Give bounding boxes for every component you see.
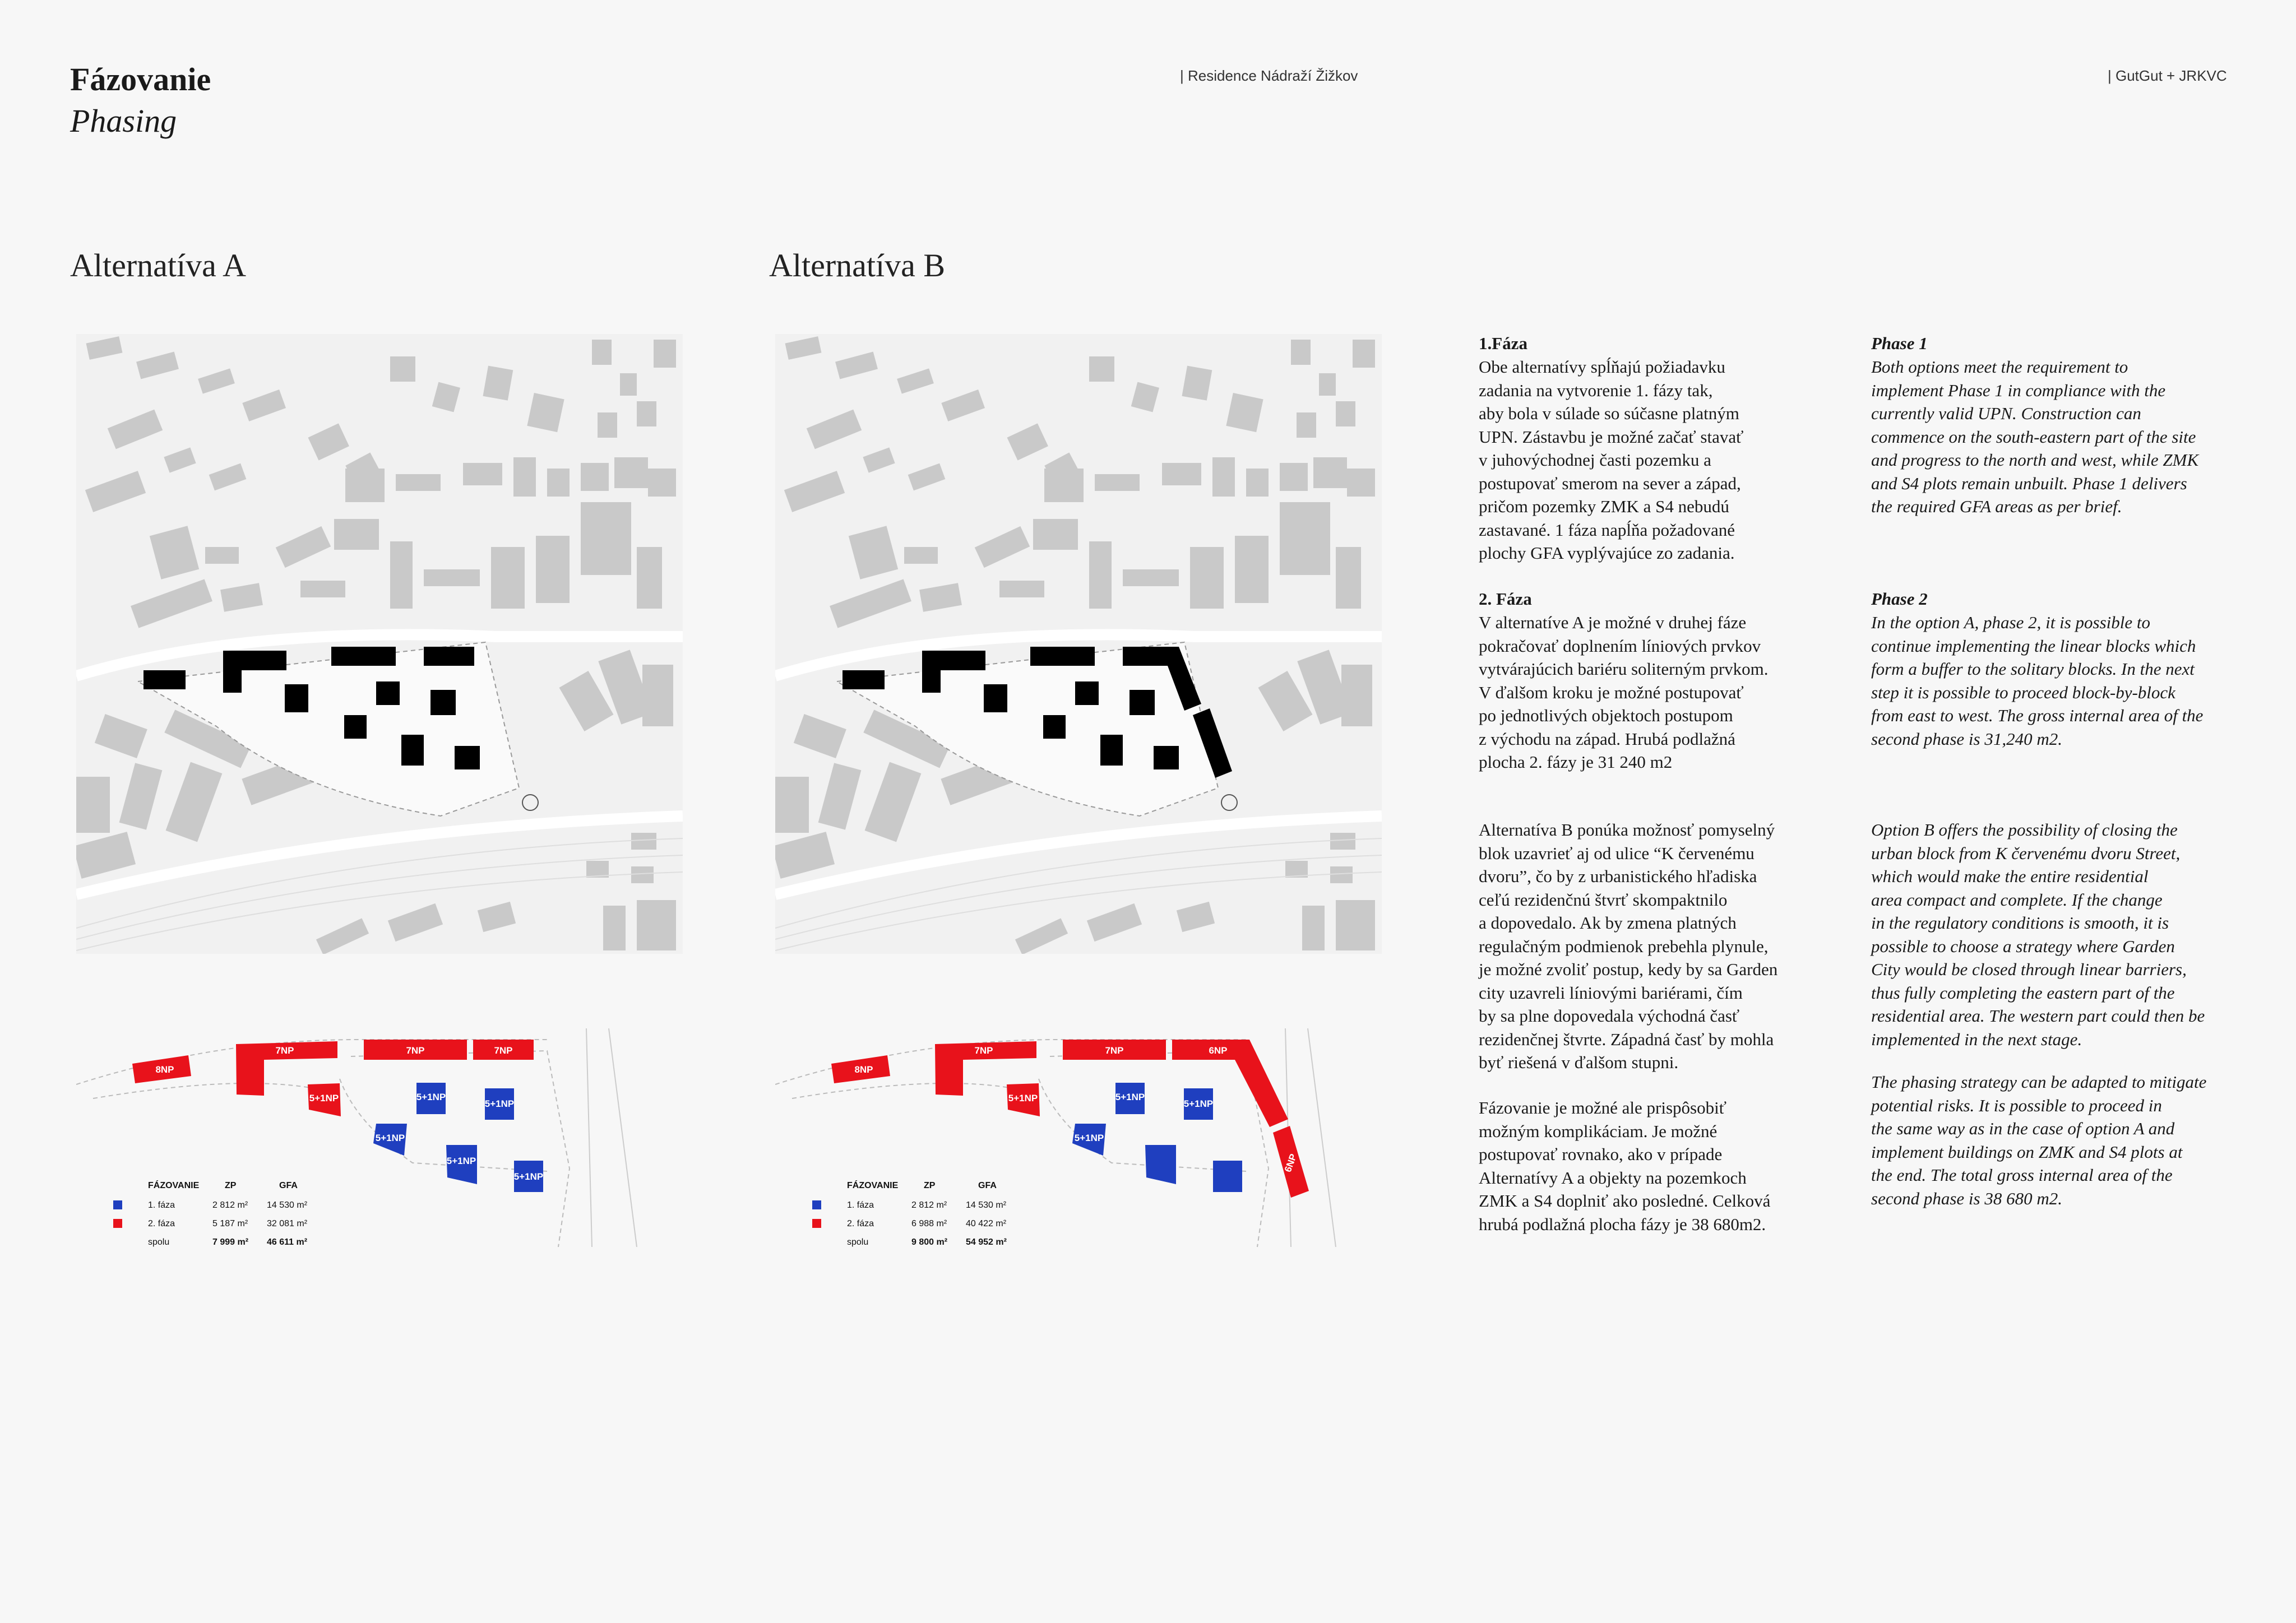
label-5-1np: 5+1NP [309, 1093, 339, 1103]
phase2-body-en: In the option A, phase 2, it is possible to continue implementing the linear blocks which form a buffer to the solitary blocks. In the next step it is possible to proceed block-by-block from east to west. The gross internal area of the second phase is 31,240 m2. [1871, 613, 2204, 749]
phase1-body-sk: Obe alternatívy spĺňajú požiadavku zadania na vytvorenie 1. fázy tak, aby bola v súlade so súčasne platným UPN. Zástavbu je možné začať stavať v juhovýchodnej časti pozemku a postupovať smerom na sever a západ, pričom pozemky ZMK a S4 nebudú zastavané. 1 fáza napĺňa požadované plochy GFA vyplývajúce zo zadania. [1479, 357, 1744, 563]
site-plan-b [775, 334, 1382, 954]
alternative-a-title: Alternatíva A [70, 247, 247, 284]
page-title-sk: Fázovanie [70, 61, 211, 98]
table-cell: 1. fáza [847, 1200, 874, 1210]
label-7np: 7NP [275, 1045, 294, 1056]
label-8np: 8NP [155, 1064, 174, 1075]
table-cell: 1. fáza [148, 1200, 175, 1210]
option-b-text-sk: Alternatíva B ponúka možnosť pomyselný blok uzavrieť aj od ulice “K červenému dvoru”, čo by z urbanistického hľadiska ceľú rezidenčnú štvrť skompaktnilo a dopovedalo. Ak by zmena platných regulačným podmienok prebehla plynule, je možné zvoliť postup, kedy by sa Garden city uzavreli líniovými bariérami, čím by sa plne dopovedala východná časť rezidenčnej štvrte. Západná časť by mohla byť riešená v ďalšom stupni. [1479, 820, 1778, 1072]
label-5-1np: 5+1NP [416, 1092, 446, 1102]
phasing-diagram-b [775, 1023, 1382, 1253]
label-8np: 8NP [854, 1064, 873, 1075]
label-7np: 7NP [974, 1045, 993, 1056]
legend-swatch-phase1 [812, 1200, 821, 1209]
phasing-diagram-a [76, 1023, 683, 1253]
table-header: FÁZOVANIE [148, 1181, 200, 1190]
table-cell: 46 611 m² [267, 1237, 308, 1247]
table-header: GFA [279, 1181, 298, 1190]
option-b-text-en: Option B offers the possibility of closing the urban block from K červenému dvoru Street, which would make the entire residential area compact and complete. If the change in the regulatory conditions is smooth, it is possible to choose a strategy where Garden City would be closed through linear barriers, thus fully completing the eastern part of the residential area. The western part could then be implemented in the next stage. [1871, 820, 2205, 1049]
page-title-en: Phasing [70, 103, 177, 139]
site-plan-a [76, 334, 683, 954]
table-cell: 2 812 m² [212, 1200, 248, 1210]
table-cell: 2. fáza [148, 1219, 175, 1228]
phase1-heading-sk: 1.Fáza [1479, 333, 1527, 353]
label-5-1np: 5+1NP [1183, 1098, 1214, 1109]
table-cell: 2. fáza [847, 1219, 874, 1228]
phase2-heading-sk: 2. Fáza [1479, 589, 1532, 609]
phase2-heading-en: Phase 2 [1871, 589, 1928, 609]
table-cell: spolu [847, 1237, 869, 1247]
alternative-b-title: Alternatíva B [769, 247, 946, 284]
phase2-body-sk: V alternatíve A je možné v druhej fáze pokračovať doplnením líniových prvkov vytvárajúcich bariéru soliterným prvkom. V ďalšom kroku je možné postupovať po jednotlivých objektoch postupom z východu na západ. Hrubá podlažná plocha 2. fázy je 31 240 m2 [1479, 613, 1769, 772]
label-5-1np: 5+1NP [1074, 1133, 1104, 1143]
table-cell: 54 952 m² [966, 1237, 1007, 1247]
phase1-heading-en: Phase 1 [1871, 333, 1928, 353]
adapt-text-sk: Fázovanie je možné ale prispôsobiť možným komplikáciam. Je možné postupovať rovnako, ako v prípade Alternatívy A a objekty na pozemkoch ZMK a S4 doplniť ako posledné. Celková hrubá podlažná plocha fázy je 38 680m2. [1479, 1098, 1771, 1234]
label-6np: 6NP [1209, 1045, 1228, 1056]
table-cell: 40 422 m² [966, 1219, 1007, 1228]
table-cell: 7 999 m² [212, 1237, 249, 1247]
legend-swatch-phase2 [113, 1219, 122, 1228]
phase1-body-en: Both options meet the requirement to implement Phase 1 in compliance with the currently valid UPN. Construction can commence on the south-eastern part of the site and progress to the north and west, while ZMK and S4 plots remain unbuilt. Phase 1 delivers the required GFA areas as per brief. [1871, 357, 2199, 516]
label-5-1np: 5+1NP [484, 1098, 515, 1109]
legend-swatch-phase1 [113, 1200, 122, 1209]
table-cell: 5 187 m² [212, 1219, 248, 1228]
table-cell: 2 812 m² [911, 1200, 947, 1210]
label-5-1np: 5+1NP [513, 1171, 544, 1182]
label-7np: 7NP [406, 1045, 425, 1056]
authors: | GutGut + JRKVC [2108, 67, 2227, 84]
table-cell: 6 988 m² [911, 1219, 947, 1228]
table-cell: 14 530 m² [267, 1200, 308, 1210]
table-cell: 32 081 m² [267, 1219, 308, 1228]
table-cell: spolu [148, 1237, 170, 1247]
table-cell: 14 530 m² [966, 1200, 1007, 1210]
legend-swatch-phase2 [812, 1219, 821, 1228]
table-header: ZP [225, 1181, 237, 1190]
label-5-1np: 5+1NP [375, 1133, 405, 1143]
table-header: FÁZOVANIE [847, 1181, 899, 1190]
label-7np: 7NP [1105, 1045, 1124, 1056]
table-header: GFA [978, 1181, 997, 1190]
table-header: ZP [924, 1181, 936, 1190]
label-6np: 6NP [1282, 1152, 1299, 1174]
label-5-1np: 5+1NP [446, 1156, 476, 1166]
label-5-1np: 5+1NP [1115, 1092, 1145, 1102]
label-5-1np: 5+1NP [1008, 1093, 1038, 1103]
label-7np: 7NP [494, 1045, 513, 1056]
table-cell: 9 800 m² [911, 1237, 948, 1247]
project-name: | Residence Nádraží Žižkov [1180, 67, 1358, 84]
adapt-text-en: The phasing strategy can be adapted to mitigate potential risks. It is possible to proceed in the same way as in the case of option A and implement buildings on ZMK and S4 plots at the end. The total gross internal area of the second phase is 38 680 m2. [1871, 1072, 2207, 1208]
